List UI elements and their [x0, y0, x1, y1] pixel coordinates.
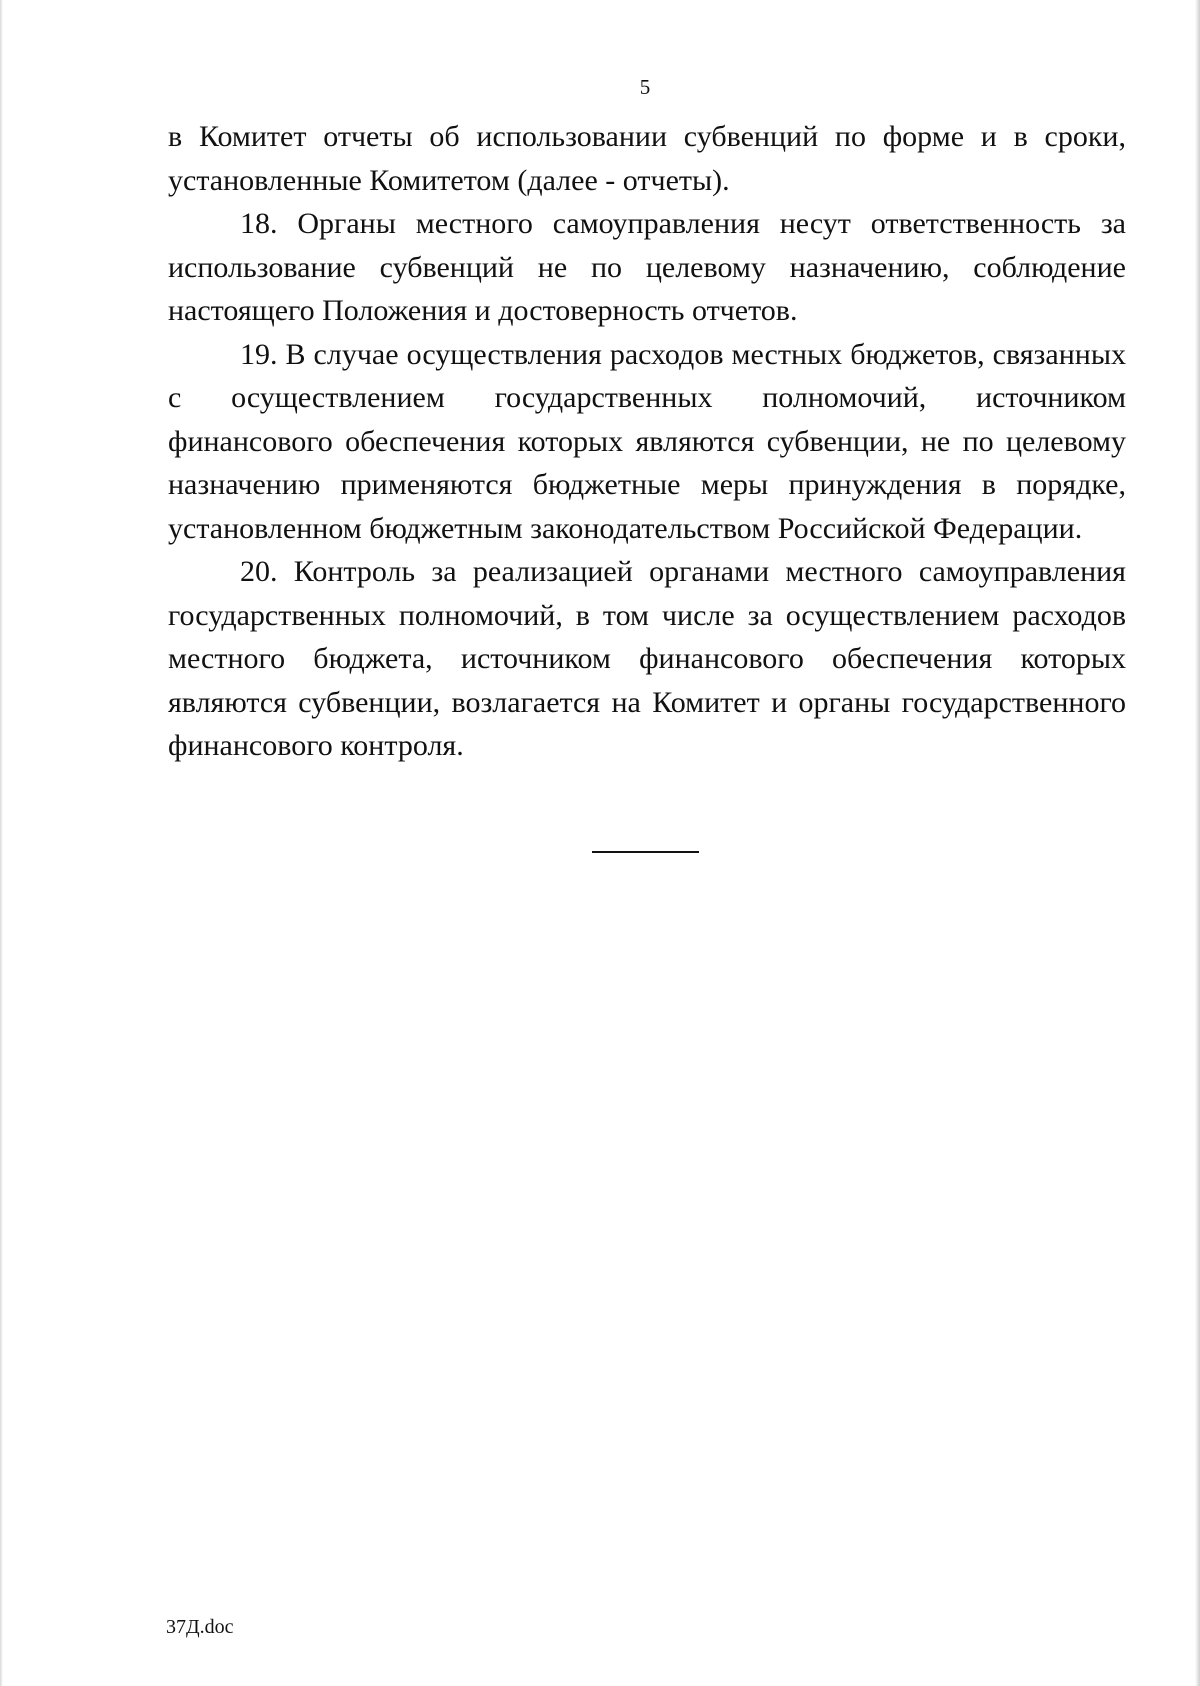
scan-edge-left: [0, 0, 3, 1686]
paragraph-20: 20. Контроль за реализацией органами местного самоуправления государственных полномочий, в том числе за осуществлением расходов местного бюджета, источником финансового обеспечения которых являются субвенции, возлагается на Комитет и органы государственного финансового контроля.: [168, 555, 1126, 762]
paragraph-19: 19. В случае осуществления расходов местных бюджетов, связанных с осуществлением государственных полномочий, источником финансового обеспечения которых являются субвенции, не по целевому назначению применяются бюджетные меры принуждения в порядке, установленном бюджетным законодательством Российской Федерации.: [168, 337, 1126, 545]
page-number: 5: [639, 75, 651, 99]
paragraph-18: 18. Органы местного самоуправления несут ответственность за использование субвенций не по целевому назначению, соблюдение настоящего Положения и достоверность отчетов.: [168, 207, 1126, 327]
end-of-text-rule: [592, 851, 699, 853]
paragraph-continuation: в Комитет отчеты об использовании субвенций по форме и в сроки, установленные Комитетом (далее - отчеты).: [168, 120, 1126, 197]
scan-edge-right: [1195, 0, 1200, 1686]
document-body: [168, 115, 1126, 768]
footer-filename: 37Д.doc: [166, 1616, 234, 1638]
